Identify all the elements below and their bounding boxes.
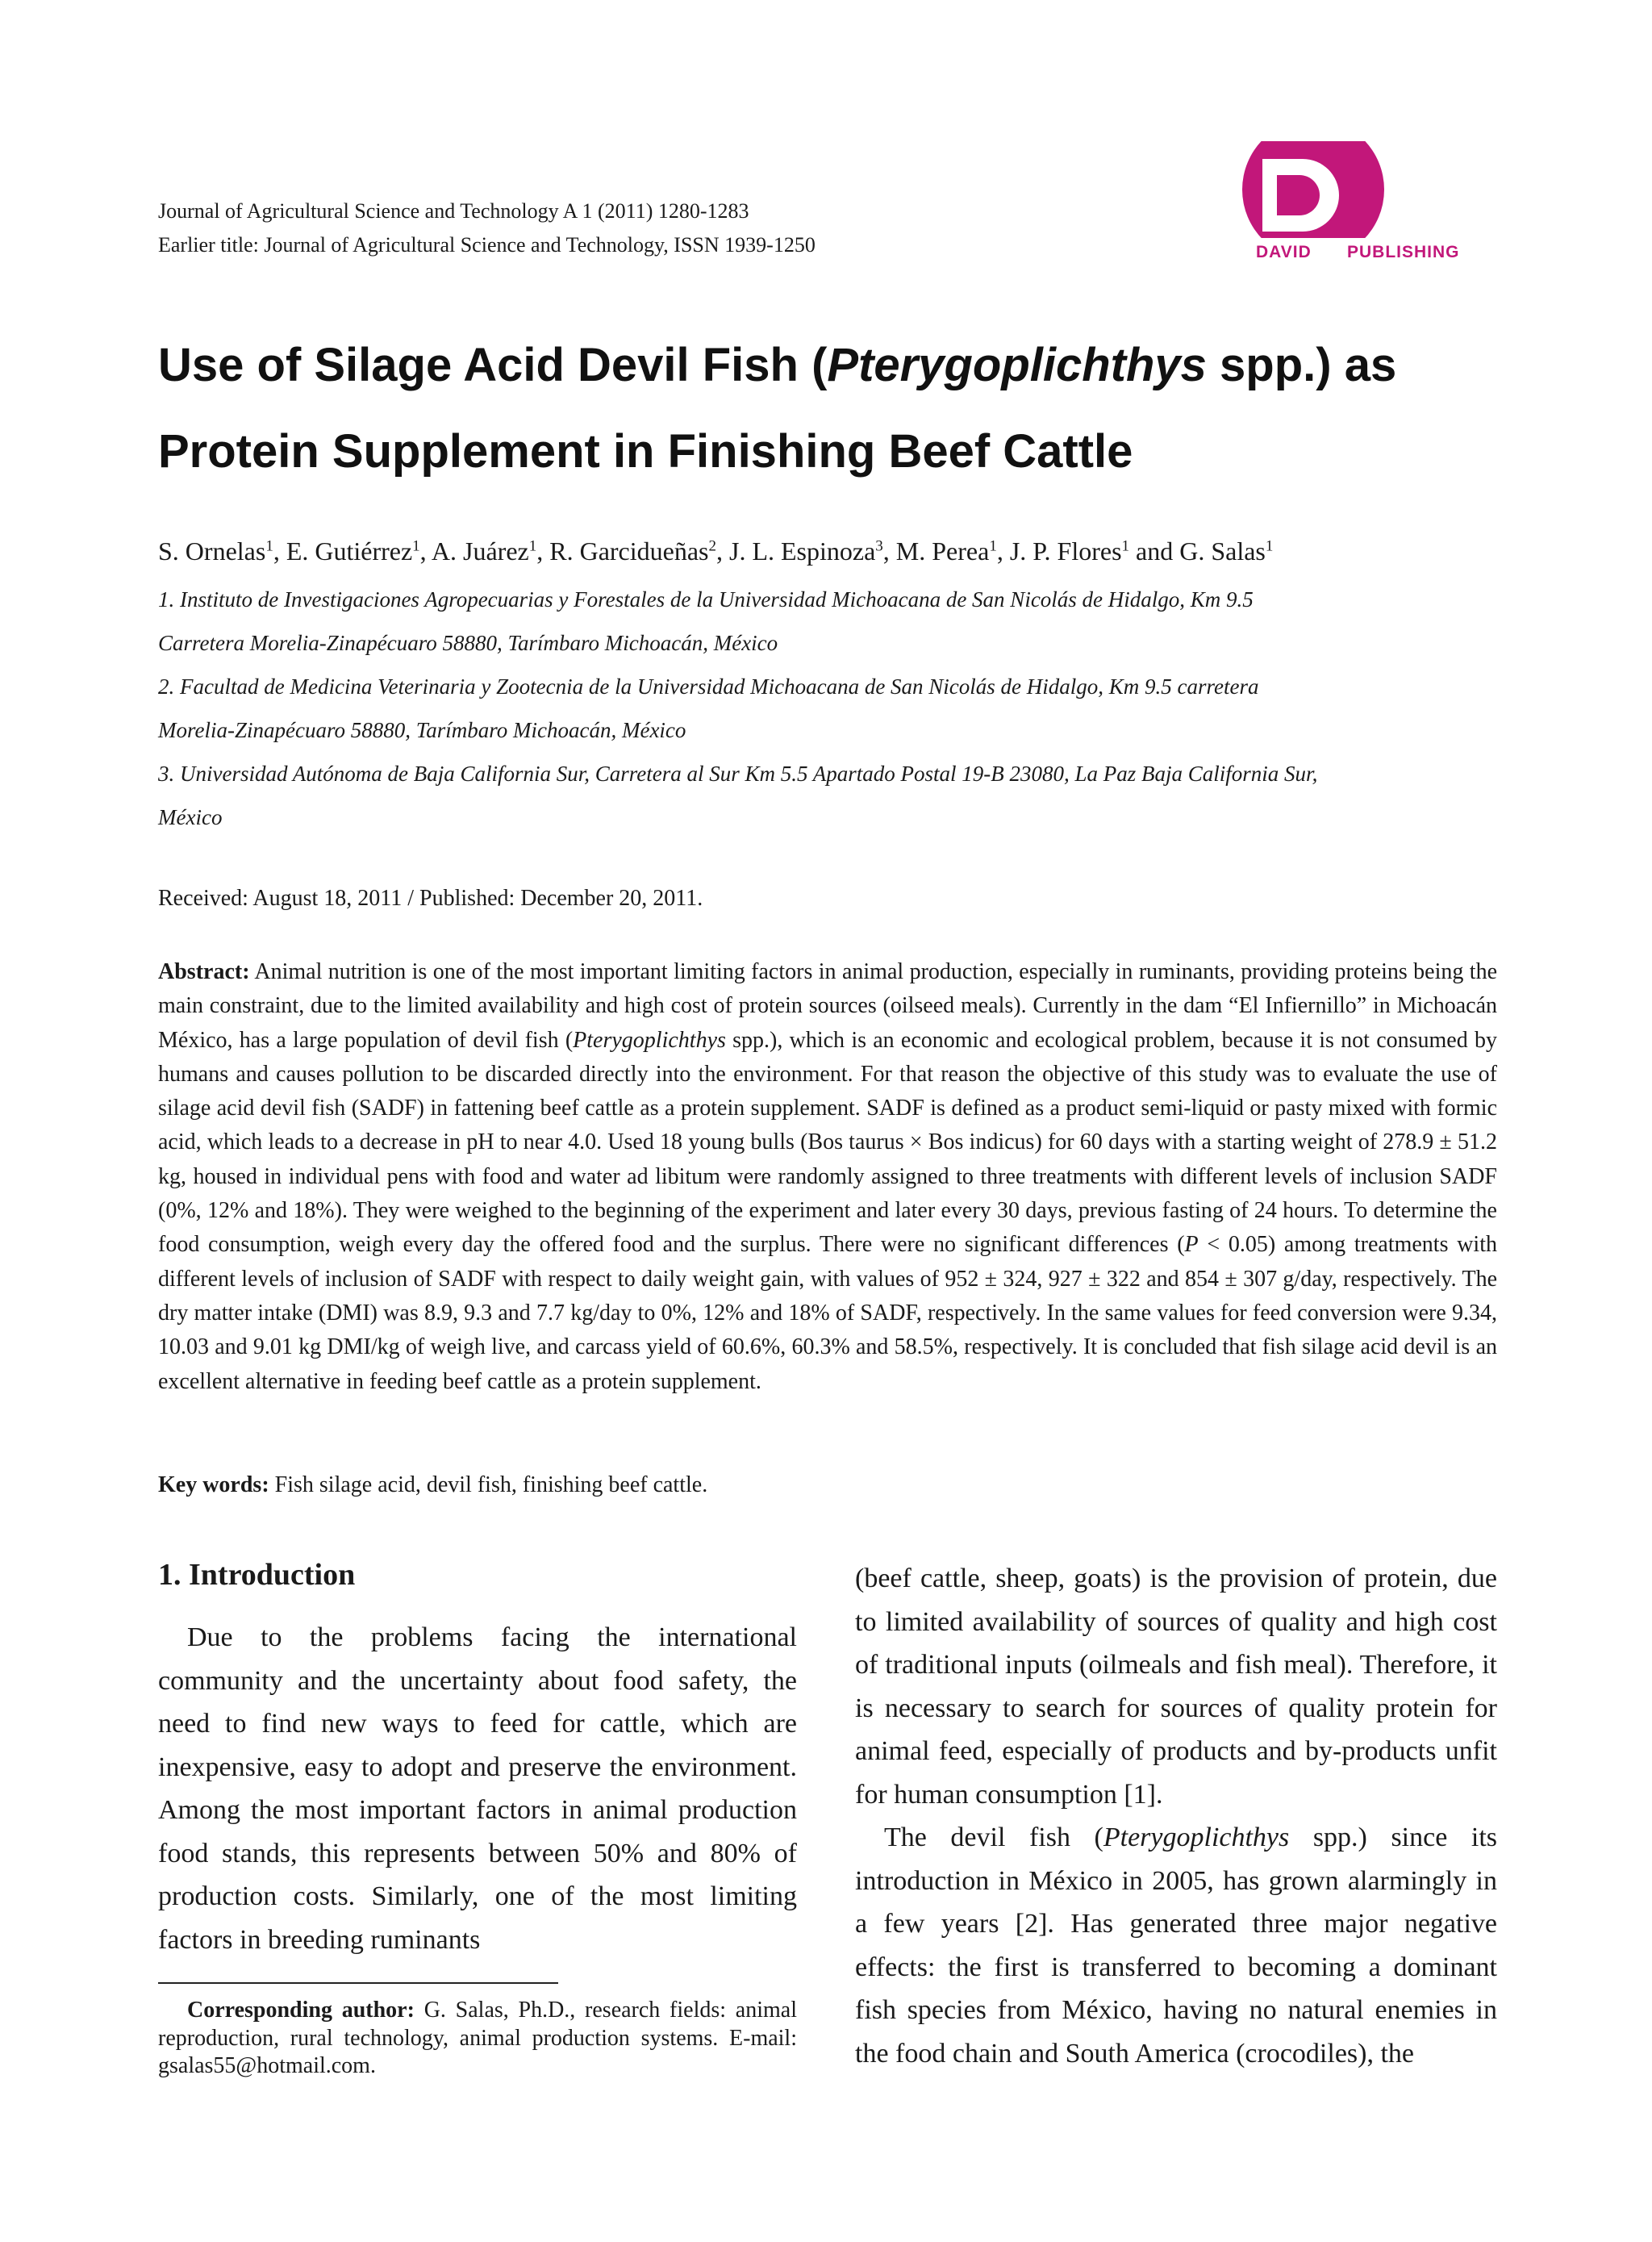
journal-citation: Journal of Agricultural Science and Technology A 1 (2011) 1280-1283 <box>158 199 749 223</box>
author-name: J. L. Espinoza <box>729 536 876 566</box>
paper-title-line-1: Use of Silage Acid Devil Fish (Pterygoplichthys spp.) as <box>158 339 1397 391</box>
intro-paragraph-1: Due to the problems facing the international community and the uncertainty about food safety, the need to find new ways to feed for cattle, which are inexpensive, easy to adopt and preserve the environment. Among the most important factors in animal production food stands, this represents between 50% and 80% of production costs. Similarly, one of the most limiting factors in breeding ruminants <box>158 1622 797 1955</box>
footnote-divider <box>158 1982 558 1984</box>
title-species-name: Pterygoplichthys <box>827 339 1207 391</box>
affiliation-2-line-1: 2. Facultad de Medicina Veterinaria y Zootecnia de la Universidad Michoacana de San Nicolás de Hidalgo, Km 9.5 carretera <box>158 674 1259 699</box>
affiliation-2-line-2: Morelia-Zinapécuaro 58880, Tarímbaro Michoacán, México <box>158 718 686 742</box>
right-column <box>855 1557 1497 2075</box>
author-name: E. Gutiérrez <box>286 536 413 566</box>
received-published-dates: Received: August 18, 2011 / Published: December 20, 2011. <box>158 886 703 911</box>
intro-paragraph-2: The devil fish (Pterygoplichthys spp.) since its introduction in México in 2005, has grown alarmingly in a few years [2]. Has generated three major negative effects: the first is transferred to becoming a dominant fish species from México, having no natural enemies in the food chain and South America (crocodiles), the <box>855 1822 1497 2069</box>
abstract-label: Abstract: <box>158 959 250 984</box>
earlier-title: Earlier title: Journal of Agricultural Science and Technology, ISSN 1939-1250 <box>158 233 816 257</box>
author-affiliation-marker: 1 <box>528 537 537 555</box>
author-affiliation-marker: 1 <box>1121 537 1130 555</box>
intro-paragraph-1-continued: (beef cattle, sheep, goats) is the provision of protein, due to limited availability of sources of quality and high cost of traditional inputs (oilmeals and fish meal). Therefore, it is necessary to search for sources of quality protein for animal feed, especially of products and by-products unfit for human consumption [1]. <box>855 1564 1497 1810</box>
author-name: A. Juárez <box>431 536 529 566</box>
affiliation-3-line-2: México <box>158 805 223 829</box>
affiliation-1-line-1: 1. Instituto de Investigaciones Agropecuarias y Forestales de la Universidad Michoacana de San Nicolás de Hidalgo, Km 9.5 <box>158 587 1254 612</box>
david-publishing-logo <box>1206 141 1512 270</box>
author-affiliation-marker: 1 <box>412 537 420 555</box>
author-name: M. Perea <box>895 536 990 566</box>
author-name: S. Ornelas <box>158 536 266 566</box>
keywords-label: Key words: <box>158 1472 269 1497</box>
author-name: R. Garcidueñas <box>549 536 709 566</box>
author-list: S. Ornelas$^1$, E. Gutiérrez$^1$, A. Juárez$^1$, R. Garcidueñas$^2$, J. L. Espinoza$^3$, M. Perea$^1$, J. P. Flores$^1$ and G. Salas$^1$ <box>158 536 1274 566</box>
keywords: Key words: Fish silage acid, devil fish, finishing beef cattle. <box>158 1472 708 1497</box>
paper-title-line-2: Protein Supplement in Finishing Beef Cattle <box>158 425 1133 478</box>
affiliation-3-line-1: 3. Universidad Autónoma de Baja California Sur, Carretera al Sur Km 5.5 Apartado Postal 19-B 23080, La Paz Baja California Sur, <box>158 762 1318 786</box>
abstract: Abstract: Animal nutrition is one of the most important limiting factors in animal production, especially in ruminants, providing proteins being the main constraint, due to the limited availability and high cost of protein sources (oilseed meals). Currently in the dam “El Infiernillo” in Michoacán México, has a large population of devil fish (Pterygoplichthys spp.), which is an economic and ecological problem, because it is not consumed by humans and causes pollution to be discarded directly into the environment. For that reason the objective of this study was to evaluate the use of silage acid devil fish (SADF) in fattening beef cattle as a protein supplement. SADF is defined as a product semi-liquid or pasty mixed with formic acid, which leads to a decrease in pH to near 4.0. Used 18 young bulls (Bos taurus × Bos indicus) for 60 days with a starting weight of 278.9 ± 51.2 kg, housed in individual pens with food and water ad libitum were randomly assigned to three treatments with different levels of inclusion SADF (0%, 12% and 18%). They were weighed to the beginning of the experiment and later every 30 days, previous fasting of 24 hours. To determine the food consumption, weigh every day the offered food and the surplus. There were no significant differences (P < 0.05) among treatments with different levels of inclusion of SADF with respect to daily weight gain, with values of 952 ± 324, 927 ± 322 and 854 ± 307 g/day, respectively. The dry matter intake (DMI) was 8.9, 9.3 and 7.7 kg/day to 0%, 12% and 18% of SADF, respectively. In the same values for feed conversion were 9.34, 10.03 and 9.01 kg DMI/kg of weigh live, and carcass yield of 60.6%, 60.3% and 58.5%, respectively. It is concluded that fish silage acid devil is an excellent alternative in feeding beef cattle as a protein supplement. <box>158 959 1497 1394</box>
affiliation-1-line-2: Carretera Morelia-Zinapécuaro 58880, Tarímbaro Michoacán, México <box>158 631 778 655</box>
author-affiliation-marker: 2 <box>708 537 716 555</box>
svg-text:DAVID: DAVID <box>1256 243 1312 261</box>
section-heading-introduction: 1. Introduction <box>158 1558 356 1592</box>
author-affiliation-marker: 1 <box>1265 537 1274 555</box>
author-name: G. Salas <box>1179 536 1266 566</box>
left-column <box>158 1616 797 1961</box>
svg-text:PUBLISHING: PUBLISHING <box>1347 243 1460 261</box>
author-affiliation-marker: 1 <box>989 537 997 555</box>
author-affiliation-marker: 1 <box>265 537 273 555</box>
footnote-label: Corresponding author: <box>187 1998 415 2023</box>
corresponding-author-footnote: Corresponding author: G. Salas, Ph.D., research fields: animal reproduction, rural technology, animal production systems. E-mail: gsalas55@hotmail.com. <box>158 1998 797 2078</box>
author-name: J. P. Flores <box>1009 536 1122 566</box>
author-affiliation-marker: 3 <box>875 537 883 555</box>
